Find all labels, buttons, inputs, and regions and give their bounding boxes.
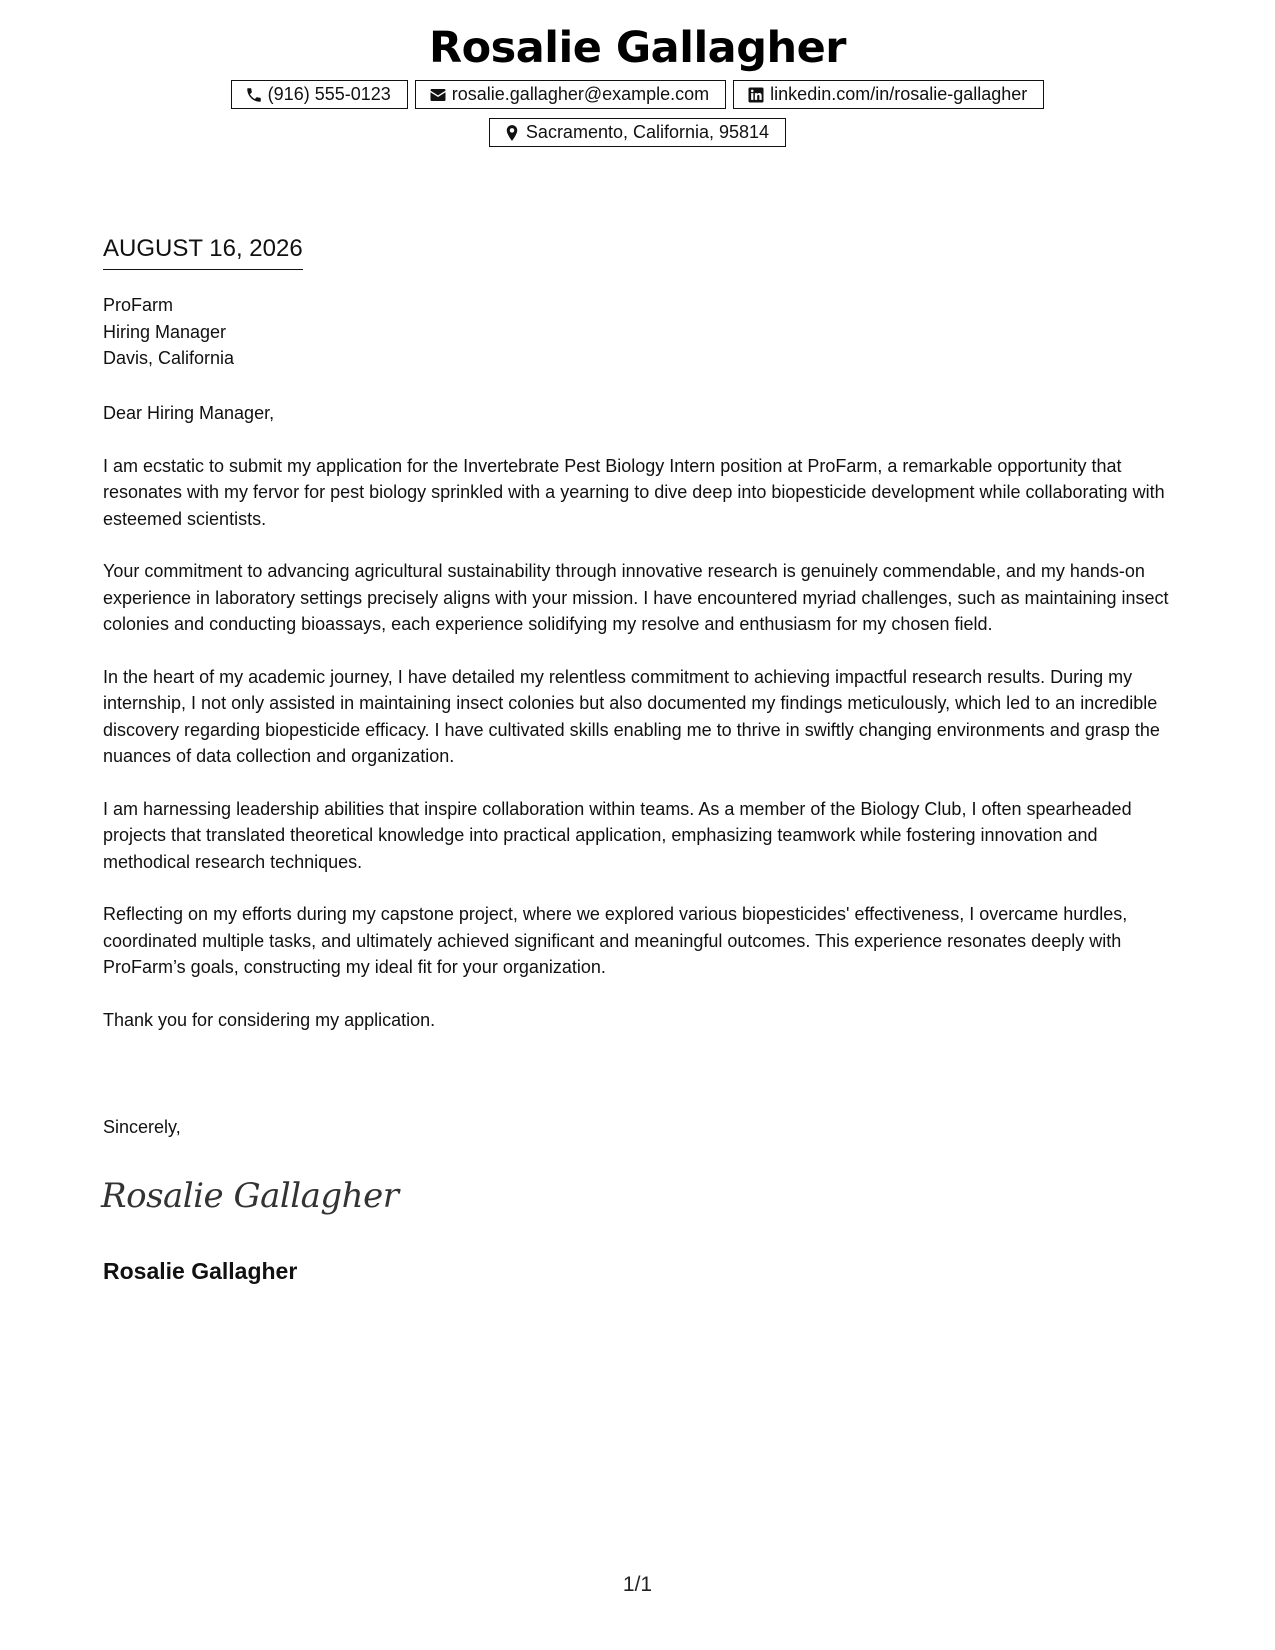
recipient-block [103, 292, 234, 372]
letter-date: AUGUST 16, 2026 [103, 234, 303, 270]
recipient-title: Hiring Manager [103, 321, 227, 342]
linkedin-contact[interactable] [733, 80, 1044, 109]
body-paragraph: I am ecstatic to submit my application for the Invertebrate Pest Biology Intern position at ProFarm, a remarkable opportunity that resonates with my fervor for pest biology sprinkled with a yearning to dive deep into biopesticide development while collaborating with esteemed scientists. [103, 455, 1165, 529]
recipient-location: Davis, California [103, 348, 235, 368]
contact-row-location [0, 118, 1275, 147]
phone-contact[interactable] [231, 80, 408, 109]
handwritten-signature: Rosalie Gallagher [101, 1176, 399, 1216]
contact-row [0, 80, 1275, 109]
location-text: Sacramento, California, 95814 [525, 122, 770, 142]
email-contact[interactable] [415, 80, 726, 109]
thank-you-paragraph: Thank you for considering my application. [103, 1009, 436, 1030]
linkedin-text: linkedin.com/in/rosalie-gallagher [770, 84, 1028, 104]
signature-name: Rosalie Gallagher [103, 1258, 298, 1284]
phone-text: (916) 555-0123 [267, 84, 391, 104]
closing: Sincerely, [103, 1117, 181, 1137]
linkedin-icon [747, 86, 765, 104]
letter-body [103, 400, 1173, 1059]
phone-icon [245, 86, 263, 104]
envelope-icon [429, 86, 447, 104]
body-paragraph: Your commitment to advancing agricultural sustainability through innovative research is genuinely commendable, and my hands-on experience in laboratory settings precisely aligns with your mission. I have encountered myriad challenges, such as maintaining insect colonies and conducting bioassays, each experience solidifying my resolve and enthusiasm for my chosen field. [103, 561, 1169, 634]
applicant-name: Rosalie Gallagher [429, 23, 846, 73]
body-paragraph: In the heart of my academic journey, I have detailed my relentless commitment to achieving impactful research results. During my internship, I not only assisted in maintaining insect colonies but also documented my findings meticulously, which led to an incredible discovery regarding biopesticide efficacy. I have cultivated skills enabling me to thrive in swiftly changing environments and grasp the nuances of data collection and organization. [103, 666, 1160, 766]
location-contact[interactable] [489, 118, 786, 147]
recipient-company: ProFarm [103, 295, 174, 315]
body-paragraph: I am harnessing leadership abilities that inspire collaboration within teams. As a member of the Biology Club, I often spearheaded projects that translated theoretical knowledge into practical application, emphasizing teamwork while fostering innovation and methodical research techniques. [103, 798, 1132, 872]
email-text: rosalie.gallagher@example.com [451, 84, 710, 104]
page-number: 1/1 [622, 1573, 653, 1596]
salutation: Dear Hiring Manager, [103, 403, 275, 423]
map-marker-icon [503, 124, 521, 142]
body-paragraph: Reflecting on my efforts during my capstone project, where we explored various biopesticides' effectiveness, I overcame hurdles, coordinated multiple tasks, and ultimately achieved significant and meaningful outcomes. This experience resonates deeply with ProFarm’s goals, constructing my ideal fit for your organization. [103, 904, 1128, 977]
